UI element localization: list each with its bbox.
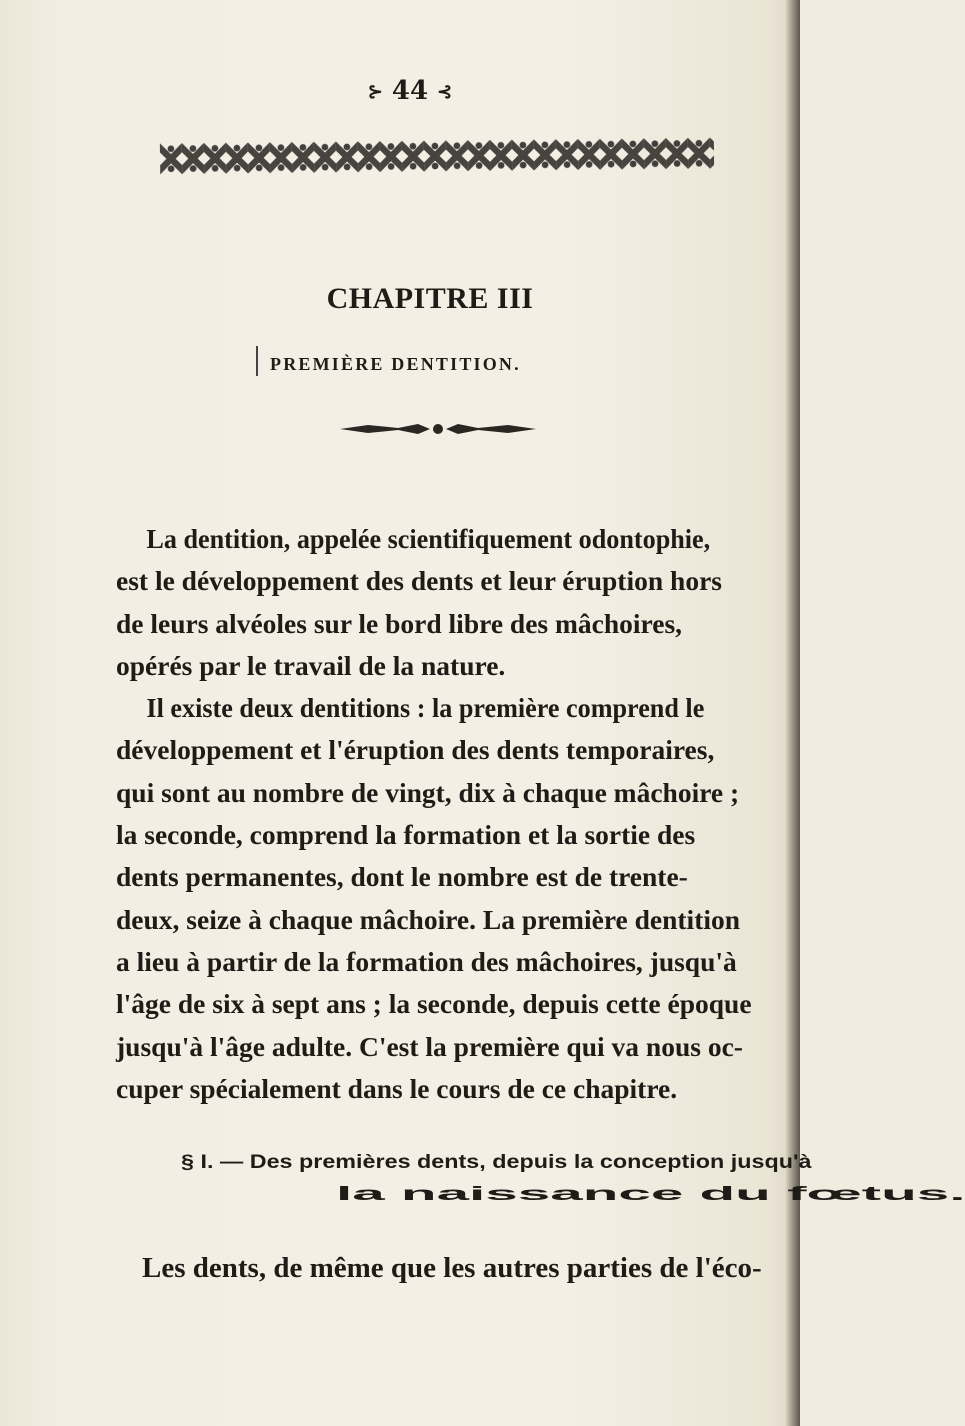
subsection-heading-line: la naissance du fœtus. (335, 1184, 965, 1205)
text-line: de leurs alvéoles sur le bord libre des mâchoires, (116, 607, 683, 639)
text-line: deux, seize à chaque mâchoire. La première dentition (116, 903, 741, 935)
text-line: l'âge de six à sept ans ; la seconde, depuis cette époque (116, 988, 752, 1020)
text-line: cuper spécialement dans le cours de ce chapitre. (116, 1072, 678, 1104)
subsection-heading-line: § I. — Des premières dents, depuis la conception jusqu'à (181, 1152, 812, 1173)
divider-ornament-icon (338, 420, 538, 438)
right-ornament-icon: ⊰ (437, 81, 453, 103)
text-line: développement et l'éruption des dents temporaires, (116, 734, 715, 766)
text-line: jusqu'à l'âge adulte. C'est la première qui va nous oc- (116, 1030, 743, 1062)
page-number-value: 44 (391, 76, 429, 106)
text-line: qui sont au nombre de vingt, dix à chaque mâchoire ; (116, 776, 740, 808)
decorative-header-border (160, 133, 714, 179)
text-line: la seconde, comprend la formation et la sortie des (116, 819, 696, 851)
section-title (270, 354, 610, 375)
text-line: La dentition, appelée scientifiquement odontophie, (146, 523, 711, 554)
text-line: opérés par le travail de la nature. (116, 649, 506, 681)
left-ornament-icon: ⊱ (367, 81, 383, 103)
text-line: a lieu à partir de la formation des mâchoires, jusqu'à (116, 945, 737, 977)
text-line: est le développement des dents et leur éruption hors (116, 565, 722, 597)
body-text (116, 518, 766, 1110)
text-line: Il existe deux dentitions : la première comprend le (146, 692, 705, 724)
text-line: dents permanentes, dont le nombre est de trente- (116, 861, 688, 893)
page-edge-shadow (786, 0, 800, 1426)
subsection-heading (118, 1148, 965, 1210)
chapter-title: CHAPITRE III (326, 282, 534, 315)
page-number (345, 76, 475, 106)
text-line-continuation: Les dents, de même que les autres parties de l'éco- (142, 1252, 762, 1284)
margin-mark (256, 346, 258, 376)
section-title-text: PREMIÈRE DENTITION. (270, 354, 521, 374)
